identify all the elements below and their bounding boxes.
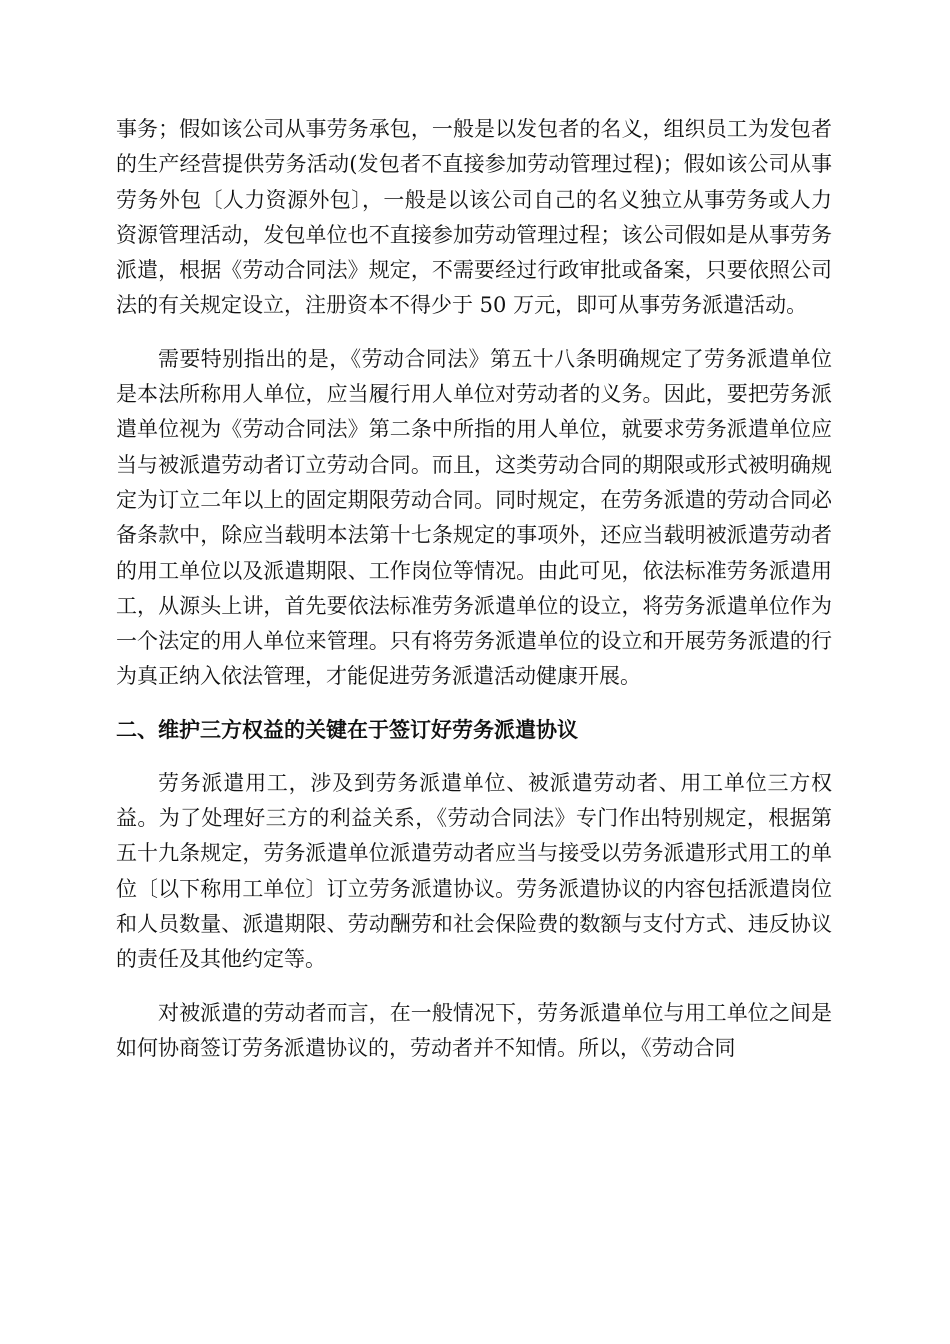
document-body xyxy=(116,112,832,1066)
paragraph-three-party-rights: 劳务派遣用工，涉及到劳务派遣单位、被派遣劳动者、用工单位三方权益。为了处理好三方的利益关系，《劳动合同法》专门作出特别规定，根据第五十九条规定，劳务派遣单位派遣劳动者应当与接受以劳务派遣形式用工的单位〔以下称用工单位〕订立劳务派遣协议。劳务派遣协议的内容包括派遣岗位和人员数量、派遣期限、劳动酬劳和社会保险费的数额与支付方式、违反协议的责任及其他约定等。 xyxy=(116,770,832,972)
section-heading: 二、维护三方权益的关键在于签订好劳务派遣协议 xyxy=(116,717,578,742)
paragraph-employer-definition: 需要特别指出的是，《劳动合同法》第五十八条明确规定了劳务派遣单位是本法所称用人单位，应当履行用人单位对劳动者的义务。因此，要把劳务派遣单位视为《劳动合同法》第二条中所指的用人单位，就要求劳务派遣单位应当与被派遣劳动者订立劳动合同。而且，这类劳动合同的期限或形式被明确规定为订立二年以上的固定期限劳动合同。同时规定，在劳务派遣的劳动合同必备条款中，除应当载明本法第十七条规定的事项外，还应当载明被派遣劳动者的用工单位以及派遣期限、工作岗位等情况。由此可见，依法标准劳务派遣用工，从源头上讲，首先要依法标准劳务派遣单位的设立，将劳务派遣单位作为一个法定的用人单位来管理。只有将劳务派遣单位的设立和开展劳务派遣的行为真正纳入依法管理，才能促进劳务派遣活动健康开展。 xyxy=(116,346,832,689)
paragraph-worker-perspective: 对被派遣的劳动者而言，在一般情况下，劳务派遣单位与用工单位之间是如何协商签订劳务派遣协议的，劳动者并不知情。所以，《劳动合同 xyxy=(116,1000,832,1060)
paragraph-continued: 事务；假如该公司从事劳务承包，一般是以发包者的名义，组织员工为发包者的生产经营提供劳务活动(发包者不直接参加劳动管理过程)；假如该公司从事劳务外包〔人力资源外包〕，一般是以该公司自己的名义独立从事劳务或人力资源管理活动，发包单位也不直接参加劳动管理过程；该公司假如是从事劳务派遣，根据《劳动合同法》规定，不需要经过行政审批或备案，只要依照公司法的有关规定设立，注册资本不得少于 50 万元，即可从事劳务派遣活动。 xyxy=(116,117,832,318)
